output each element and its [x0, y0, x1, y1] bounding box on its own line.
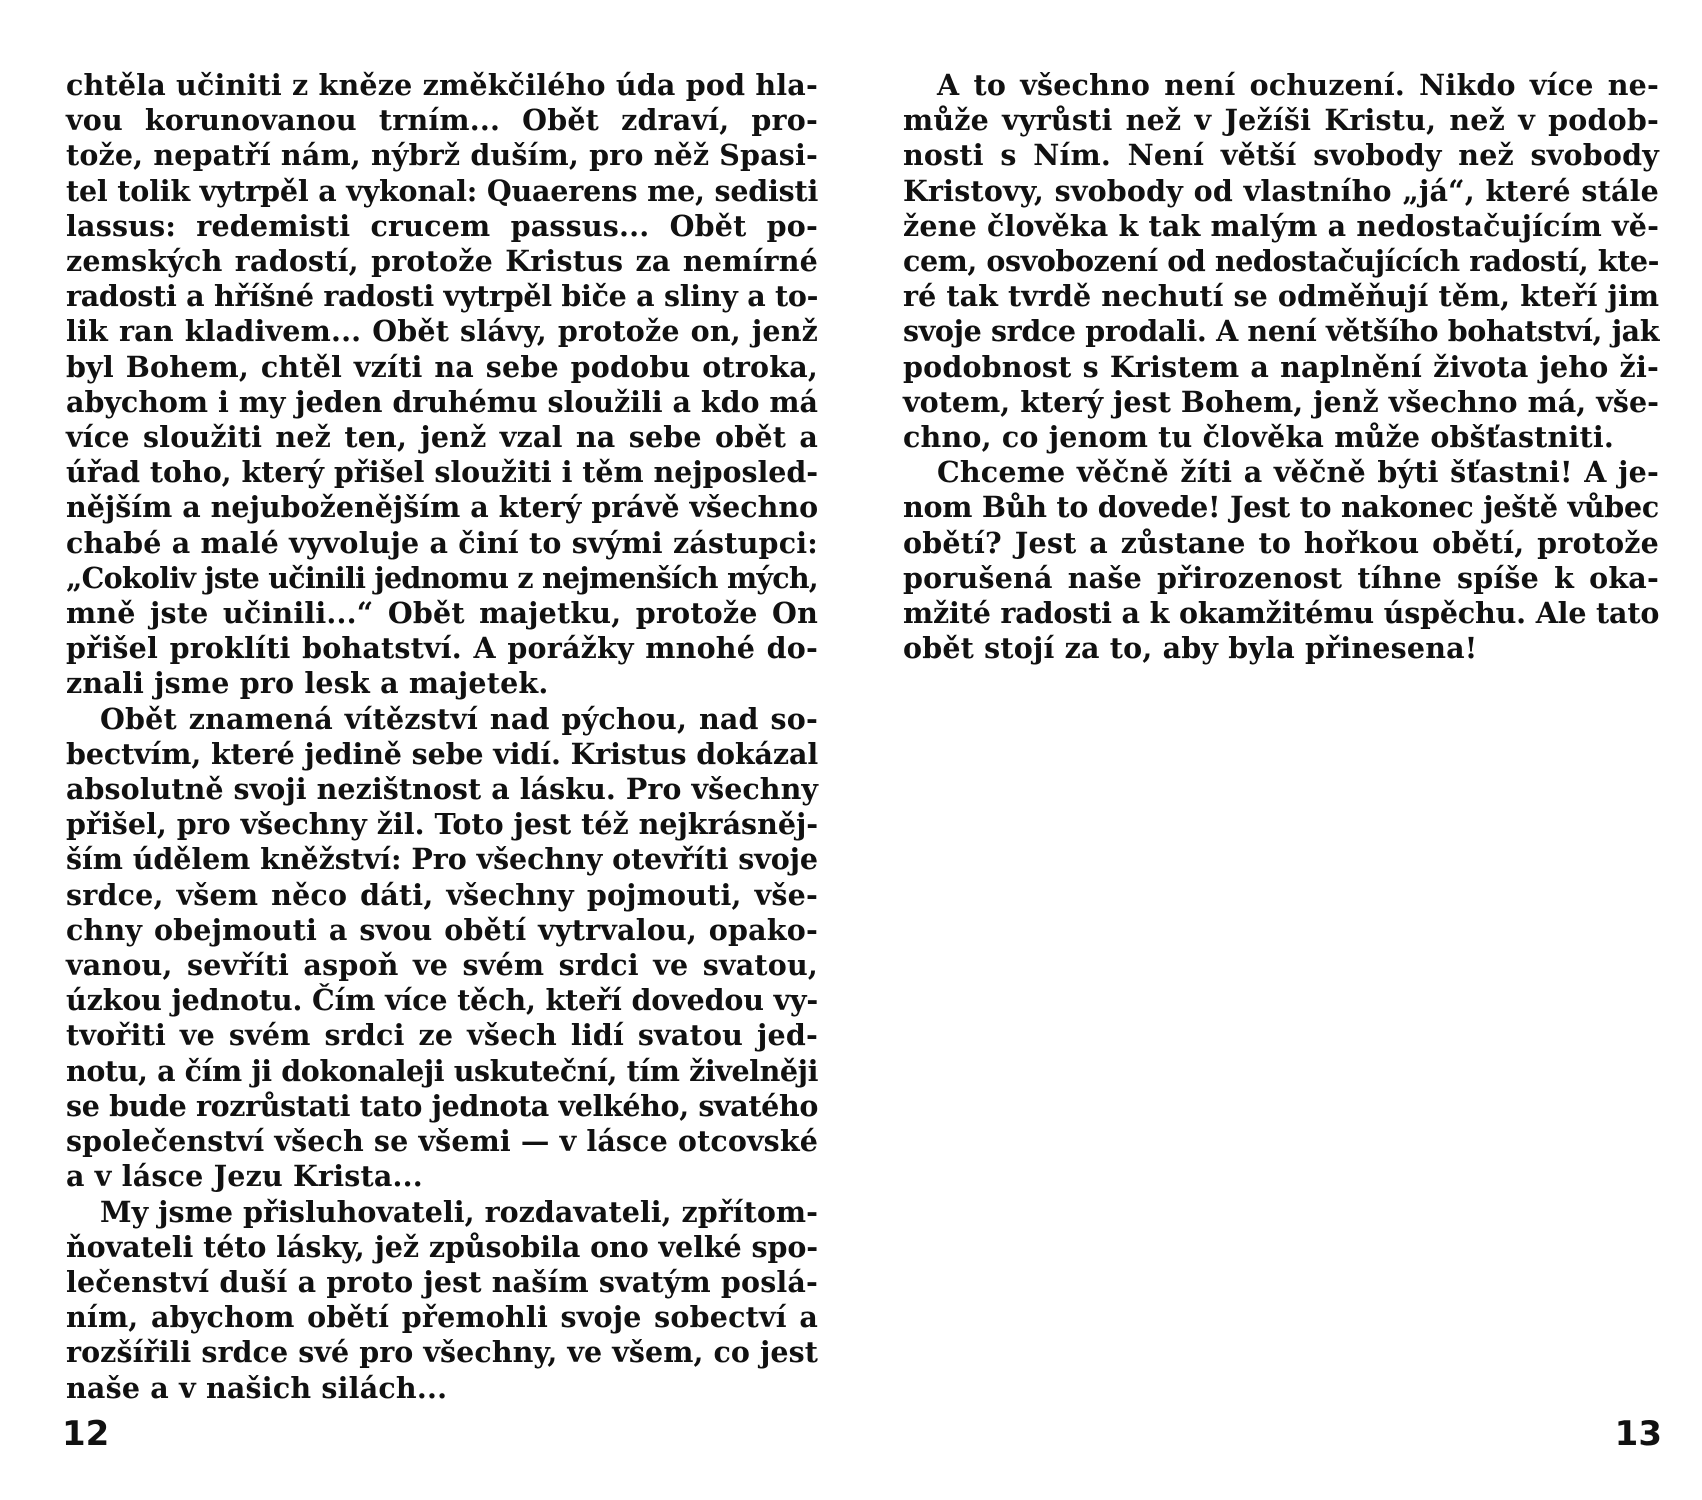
text-line: přišel, pro všechny žil. Toto jest též nejkrásněj- — [66, 807, 819, 842]
text-line: úzkou jednotu. Čím více těch, kteří dovedou vy- — [66, 983, 819, 1018]
page-number: 13 — [1614, 1414, 1662, 1454]
text-line: ním, abychom obětí přemohli svoje sobectví a — [66, 1300, 818, 1335]
right-page — [851, 0, 1702, 1500]
text-line: Kristovy, svobody od vlastního „já“, které stále — [903, 173, 1659, 208]
text-line: ším údělem kněžství: Pro všechny otevříti svoje — [66, 842, 818, 877]
right-text-column — [903, 68, 1659, 666]
text-line: porušená naše přirozenost tíhne spíše k oka- — [903, 560, 1659, 595]
text-line: votem, který jest Bohem, jenž všechno má, vše- — [903, 384, 1660, 419]
text-line: tože, nepatří nám, nýbrž duším, pro něž Spasi- — [66, 138, 818, 173]
text-line: cem, osvobození od nedostačujících radostí, kte- — [903, 244, 1660, 279]
text-line: byl Bohem, chtěl vzíti na sebe podobu otroka, — [66, 349, 818, 384]
text-line: chno, co jenom tu člověka může obšťastniti. — [903, 420, 1615, 455]
text-line: Obět znamená vítězství nad pýchou, nad so- — [100, 701, 818, 736]
text-line: více sloužiti než ten, jenž vzal na sebe obět a — [66, 420, 818, 455]
text-line: nom Bůh to dovede! Jest to nakonec ještě vůbec — [903, 490, 1659, 525]
text-line: znali jsme pro lesk a majetek. — [66, 666, 549, 701]
text-line: tvořiti ve svém srdci ze všech lidí svatou jed- — [66, 1018, 818, 1053]
text-line: svoje srdce prodali. A není většího bohatství, jak — [903, 314, 1660, 349]
text-line: může vyrůsti než v Ježíši Kristu, než v podob- — [903, 103, 1659, 138]
text-line: chabé a malé vyvoluje a činí to svými zástupci: — [66, 525, 818, 560]
text-line: vanou, sevříti aspoň ve svém srdci ve svatou, — [66, 948, 818, 983]
text-line: chny obejmouti a svou obětí vytrvalou, opako- — [66, 912, 818, 947]
text-line: přišel proklíti bohatství. A porážky mnohé do- — [66, 631, 818, 666]
text-line: nějším a nejuboženějším a který právě všechno — [66, 490, 819, 525]
text-line: lassus: redemisti crucem passus... Obět po- — [66, 208, 818, 243]
text-line: My jsme přisluhovateli, rozdavateli, zpřítom- — [100, 1194, 818, 1229]
text-line: „Cokoliv jste učinili jednomu z nejmenších mých, — [66, 560, 818, 595]
text-line: se bude rozrůstati tato jednota velkého, svatého — [66, 1088, 818, 1123]
text-line: absolutně svoji nezištnost a lásku. Pro všechny — [66, 772, 818, 807]
page-number: 12 — [62, 1414, 110, 1454]
text-line: chtěla učiniti z kněze změkčilého úda pod hla- — [66, 68, 818, 102]
text-line: naše a v našich silách... — [66, 1370, 448, 1405]
text-line: lečenství duší a proto jest naším svatým poslá- — [66, 1264, 818, 1299]
text-line: ňovateli této lásky, jež způsobila ono velké spo- — [66, 1229, 819, 1264]
text-line: lik ran kladivem... Obět slávy, protože on, jenž — [66, 314, 818, 349]
text-line: bectvím, které jedině sebe vidí. Kristus dokázal — [66, 736, 819, 771]
text-line: Chceme věčně žíti a věčně býti šťastni! A je- — [937, 455, 1659, 490]
left-text-column — [66, 68, 818, 1406]
text-line: notu, a čím ji dokonaleji uskuteční, tím živelněji — [66, 1053, 818, 1088]
text-line: žene člověka k tak malým a nedostačujícím vě- — [903, 208, 1660, 243]
text-line: společenství všech se všemi — v lásce otcovské — [66, 1124, 818, 1159]
text-line: obětí? Jest a zůstane to hořkou obětí, protože — [903, 525, 1659, 560]
text-line: zemských radostí, protože Kristus za nemírné — [66, 244, 818, 279]
text-line: vou korunovanou trním... Obět zdraví, pro- — [66, 103, 818, 138]
text-line: a v lásce Jezu Krista... — [66, 1159, 423, 1194]
text-line: obět stojí za to, aby byla přinesena! — [903, 631, 1478, 666]
text-line: srdce, všem něco dáti, všechny pojmouti, vše- — [66, 877, 818, 912]
text-line: tel tolik vytrpěl a vykonal: Quaerens me, sedisti — [66, 173, 819, 208]
text-line: nosti s Ním. Není větší svobody než svobody — [903, 138, 1659, 173]
text-line: úřad toho, který přišel sloužiti i těm nejposled- — [66, 455, 819, 490]
text-line: abychom i my jeden druhému sloužili a kdo má — [66, 384, 818, 419]
text-line: rozšířili srdce své pro všechny, ve všem, co jest — [66, 1335, 818, 1370]
text-line: podobnost s Kristem a naplnění života jeho ži- — [903, 349, 1659, 384]
text-line: mně jste učinili...“ Obět majetku, protože On — [66, 596, 818, 631]
text-line: A to všechno není ochuzení. Nikdo více ne- — [937, 68, 1659, 102]
text-line: mžité radosti a k okamžitému úspěchu. Ale tato — [903, 596, 1660, 631]
text-line: radosti a hříšné radosti vytrpěl biče a sliny a to- — [66, 279, 819, 314]
text-line: ré tak tvrdě nechutí se odměňují těm, kteří jim — [903, 279, 1660, 314]
